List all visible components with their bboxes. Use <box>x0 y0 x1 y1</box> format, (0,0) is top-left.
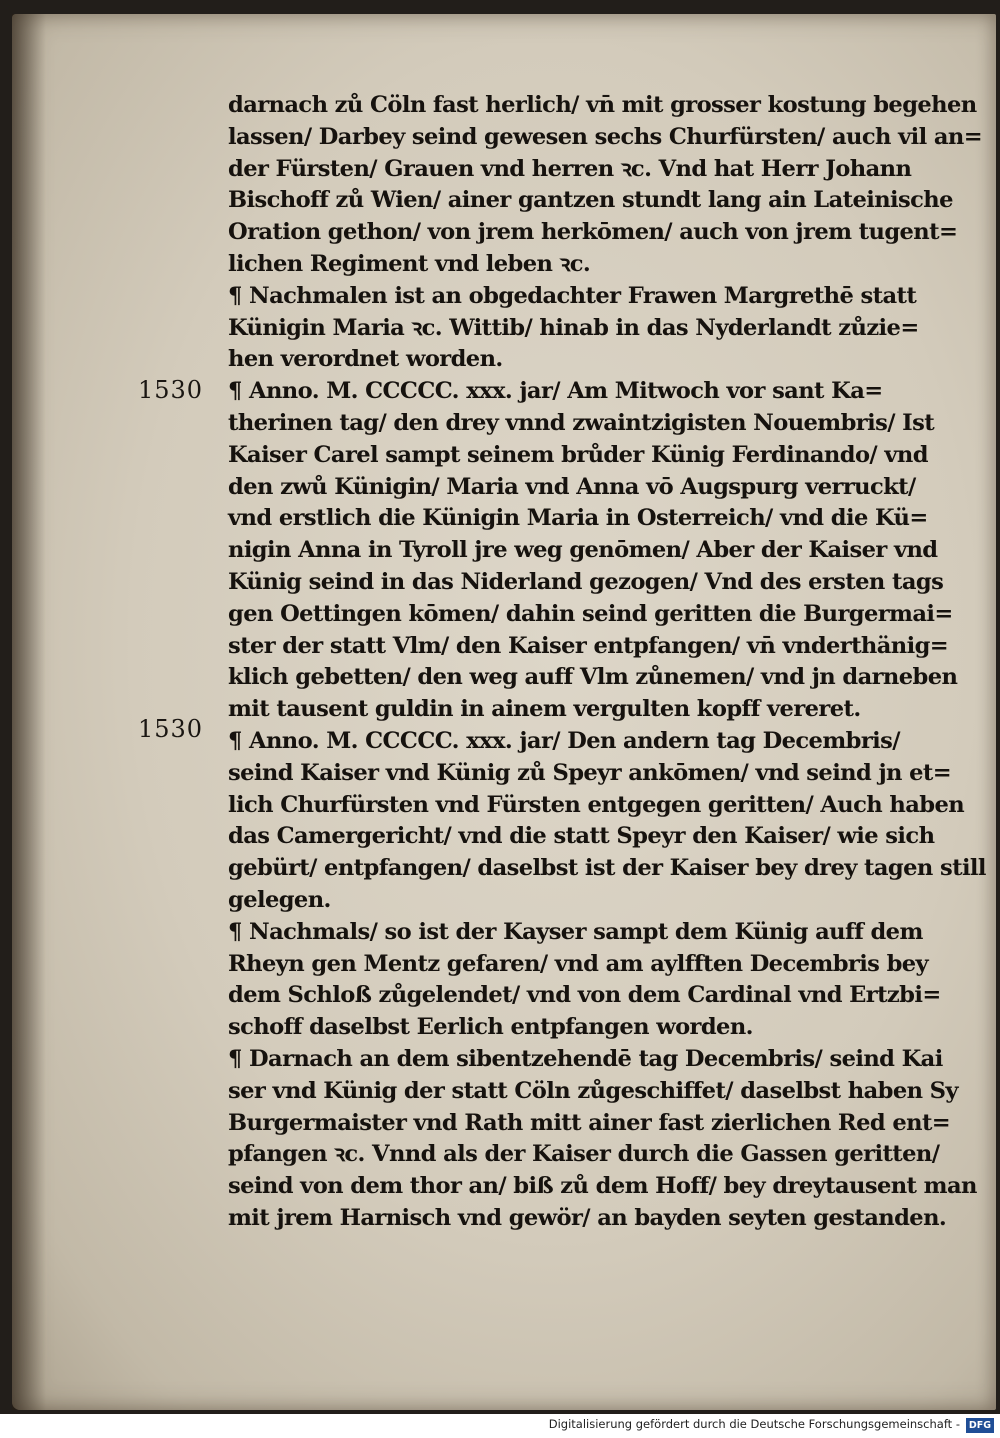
text-line: darnach zů Cöln fast herlich/ vn̄ mit grosser kostung begehen <box>228 92 977 118</box>
margin-year-2: 1530 <box>138 715 204 743</box>
text-line: ¶ Nachmalen ist an obgedachter Frawen Margrethē statt <box>228 282 917 309</box>
text-line: Oration gethon/ von jrem herkōmen/ auch von jrem tugent= <box>228 219 958 246</box>
text-line: Burgermaister vnd Rath mitt ainer fast zierlichen Red ent= <box>228 1109 951 1136</box>
text-line: der Fürsten/ Grauen vnd herren ꝛc. Vnd hat Herr Johann <box>228 155 912 182</box>
text-line: das Camergericht/ vnd die statt Speyr den Kaiser/ wie sich <box>228 823 935 850</box>
text-line: dem Schloß zůgelendet/ vnd von dem Cardinal vnd Ertzbi= <box>228 982 941 1009</box>
text-line: nigin Anna in Tyroll jre weg genōmen/ Aber der Kaiser vnd <box>228 537 938 564</box>
margin-year-1: 1530 <box>138 376 204 404</box>
text-line: Rheyn gen Mentz gefaren/ vnd am aylfften Decembris bey <box>228 950 929 977</box>
bleed-through-mark <box>152 620 178 650</box>
text-line: mit jrem Harnisch vnd gewör/ an bayden seyten gestanden. <box>228 1204 947 1231</box>
text-line: ¶ Darnach an dem sibentzehendē tag Decembris/ seind Kai <box>228 1045 943 1072</box>
text-line: seind von dem thor an/ biß zů dem Hoff/ bey dreytausent man <box>228 1173 977 1200</box>
text-line: seind Kaiser vnd Künig zů Speyr ankōmen/ vnd seind jn et= <box>228 759 952 786</box>
text-line: ser vnd Künig der statt Cöln zůgeschiffet/ daselbst haben Sy <box>228 1077 958 1104</box>
text-line: lichen Regiment vnd leben ꝛc. <box>228 250 591 277</box>
text-line: vnd erstlich die Künigin Maria in Osterreich/ vnd die Kü= <box>228 505 928 532</box>
text-line: pfangen ꝛc. Vnnd als der Kaiser durch die Gassen geritten/ <box>228 1141 940 1168</box>
text-line: Künig seind in das Niderland gezogen/ Vnd des ersten tags <box>228 568 944 595</box>
text-line: lich Churfürsten vnd Fürsten entgegen geritten/ Auch haben <box>228 791 965 818</box>
text-line: gen Oettingen kōmen/ dahin seind geritten die Burgermai= <box>228 600 953 627</box>
text-line: ¶ Anno. M. CCCCC. xxx. jar/ Am Mitwoch vor sant Ka= <box>228 378 883 405</box>
page-gutter-shadow <box>12 14 46 1410</box>
text-line: therinen tag/ den drey vnnd zwaintzigisten Nouembris/ Ist <box>228 409 935 436</box>
page-text <box>228 90 986 1235</box>
funding-credit: Digitalisierung gefördert durch die Deutsche Forschungsgemeinschaft - <box>548 1417 960 1431</box>
text-line: den zwů Künigin/ Maria vnd Anna vō Augspurg verruckt/ <box>228 473 916 500</box>
text-line: Bischoff zů Wien/ ainer gantzen stundt lang ain Lateinische <box>228 187 953 214</box>
text-line: Kaiser Carel sampt seinem brůder Künig Ferdinando/ vnd <box>228 441 928 468</box>
text-line: hen verordnet worden. <box>228 346 503 373</box>
text-line: mit tausent guldin in ainem vergulten kopff vereret. <box>228 696 861 723</box>
text-line: ¶ Anno. M. CCCCC. xxx. jar/ Den andern tag Decembris/ <box>228 727 900 754</box>
text-line: lassen/ Darbey seind gewesen sechs Churfürsten/ auch vil an= <box>228 123 983 150</box>
text-line: schoff daselbst Eerlich entpfangen worden. <box>228 1014 753 1041</box>
dfg-logo: DFG <box>966 1418 994 1433</box>
text-line: gelegen. <box>228 886 331 913</box>
text-line: klich gebetten/ den weg auff Vlm zůnemen/ vnd jn darneben <box>228 664 958 691</box>
text-line: Künigin Maria ꝛc. Wittib/ hinab in das Nyderlandt zůzie= <box>228 314 919 341</box>
text-line: gebürt/ entpfangen/ daselbst ist der Kaiser bey drey tagen still <box>228 855 986 882</box>
text-line: ster der statt Vlm/ den Kaiser entpfangen/ vn̄ vnderthänig= <box>228 632 949 659</box>
text-line: ¶ Nachmals/ so ist der Kayser sampt dem Künig auff dem <box>228 918 923 945</box>
